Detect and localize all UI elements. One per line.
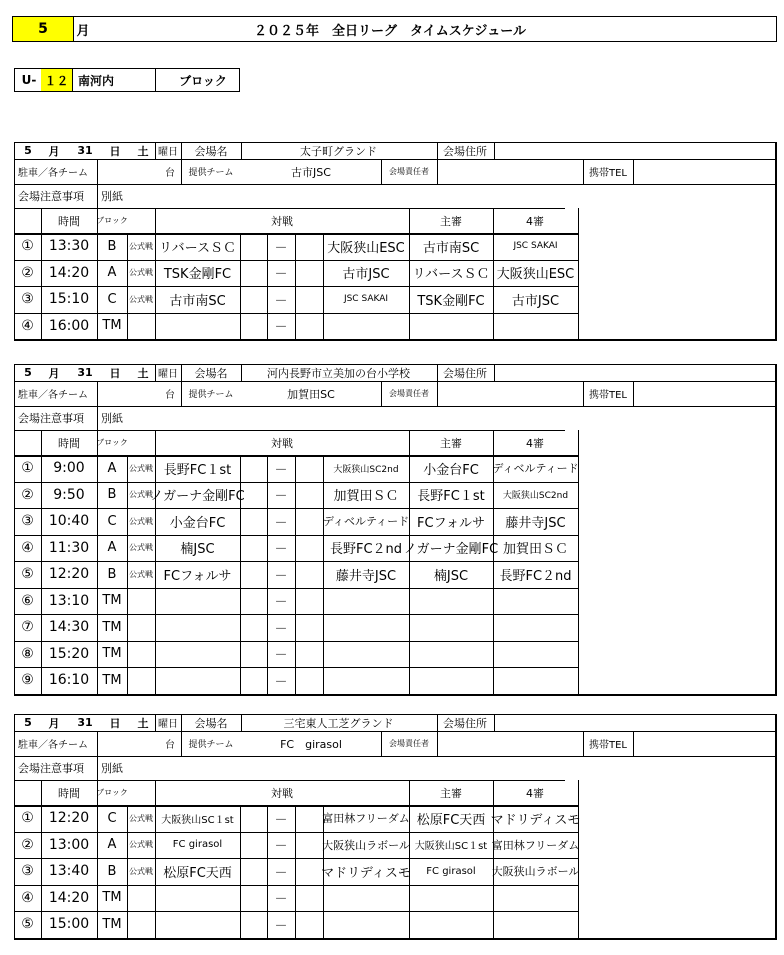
vs-dash: － [274, 595, 288, 611]
vs-dash: － [274, 892, 288, 908]
block-label: ブロック [179, 73, 227, 88]
match-type: 公式戦 [129, 241, 153, 251]
fourth-team [493, 641, 578, 668]
grid-line [41, 780, 42, 938]
grid-line [97, 159, 98, 184]
match-time: 12:20 [48, 566, 90, 583]
grid-line [127, 805, 128, 938]
vs-dash: － [274, 515, 288, 531]
grid-line [578, 780, 579, 938]
vs-dash: － [274, 839, 288, 855]
vs-dash: － [274, 674, 288, 690]
home-team: 大阪狭山SC１st [161, 814, 234, 826]
match-block: B [107, 863, 117, 879]
grid-line [14, 694, 776, 696]
date-day-label: 日 [109, 144, 121, 158]
manager-label: 会場責任者 [389, 167, 429, 176]
fourth-team [493, 885, 578, 912]
venue-address-label: 会場住所 [443, 144, 487, 158]
provider-label: 提供チーム [188, 390, 234, 400]
referee-team [409, 911, 493, 938]
grid-line [775, 364, 777, 696]
provider-team: 古市JSC [291, 165, 331, 179]
fourth-team: 大阪狭山SC2nd [502, 491, 569, 502]
time-header: 時間 [58, 786, 80, 800]
vs-dash: － [274, 621, 288, 637]
match-block: C [107, 810, 117, 826]
grid-line [41, 430, 42, 694]
home-team [155, 313, 240, 340]
day-of-week-label: 曜日 [158, 369, 178, 380]
fourth-team [493, 911, 578, 938]
match-block: TM [102, 890, 122, 906]
grid-line [323, 805, 324, 938]
vs-dash: － [274, 293, 288, 309]
grid-line [633, 159, 634, 184]
date-day-label: 日 [109, 366, 121, 380]
grid-line [437, 731, 438, 756]
match-number: ① [21, 460, 34, 477]
match-time: 15:00 [48, 916, 90, 933]
fourth-team: 大阪狭山ラボール [491, 865, 580, 879]
referee-team [409, 588, 493, 615]
notes-label: 会場注意事項 [18, 412, 84, 425]
grid-line [775, 142, 777, 341]
fourth-team: 大阪狭山ESC [496, 267, 575, 283]
away-team: 富田林フリーダム [322, 812, 410, 826]
provider-label: 提供チーム [188, 168, 234, 178]
fourth-team: 富田林フリーダム [491, 838, 580, 852]
match-type: 公式戦 [129, 294, 153, 304]
manager-label: 会場責任者 [389, 389, 429, 398]
notes-value: 別紙 [101, 762, 123, 775]
referee-team [409, 641, 493, 668]
away-team [323, 885, 409, 912]
weekday: 土 [137, 716, 149, 730]
referee-header: 主審 [440, 214, 462, 228]
vs-dash: － [274, 320, 288, 336]
match-block: A [107, 460, 117, 476]
grid-line [295, 805, 296, 938]
month-value: 5 [38, 21, 48, 37]
match-block: A [107, 540, 117, 556]
home-team [155, 588, 240, 615]
match-type: 公式戦 [129, 813, 153, 823]
grid-line [633, 731, 634, 756]
match-number: ② [21, 486, 34, 503]
block-header: ブロック [96, 788, 128, 797]
match-time: 13:00 [48, 836, 90, 853]
notes-label: 会場注意事項 [18, 190, 84, 203]
match-time: 15:10 [48, 291, 90, 308]
fourth-team: 長野FC２nd [499, 568, 572, 584]
referee-team [409, 614, 493, 641]
fourth-team: 加賀田ＳＣ [502, 542, 568, 558]
match-number: ③ [21, 291, 34, 308]
home-team: リバースＳＣ [159, 240, 236, 256]
grid-line [295, 455, 296, 694]
home-team [155, 667, 240, 694]
time-header: 時間 [58, 214, 80, 228]
vs-dash: － [274, 812, 288, 828]
match-number: ⑦ [21, 619, 34, 636]
home-team: FC girasol [172, 839, 223, 851]
fourth-header: 4審 [526, 786, 544, 800]
referee-header: 主審 [440, 436, 462, 450]
referee-team: 古市南SC [422, 240, 480, 256]
grid-line [97, 208, 98, 339]
fourth-team [493, 588, 578, 615]
referee-header: 主審 [440, 786, 462, 800]
match-block: B [107, 487, 117, 503]
grid-line [493, 780, 494, 938]
grid-line [578, 208, 579, 339]
weekday: 土 [137, 144, 149, 158]
date-month: 5 [24, 144, 32, 157]
home-team [155, 641, 240, 668]
grid-line [240, 233, 241, 339]
grid-line [775, 714, 777, 940]
venue-name: 河内長野市立美加の台小学校 [267, 366, 410, 380]
match-time: 9:00 [53, 460, 85, 477]
away-team [323, 667, 409, 694]
match-number: ① [21, 238, 34, 255]
match-block: TM [102, 619, 122, 635]
away-team: 大阪狭山ラボール [322, 838, 410, 852]
match-number: ② [21, 264, 34, 281]
venue-name-label: 会場名 [194, 366, 228, 380]
block-header: ブロック [96, 216, 128, 225]
referee-team: リバースＳＣ [412, 267, 490, 283]
match-block: TM [102, 672, 122, 688]
grid-line [41, 208, 42, 339]
vs-dash: － [274, 462, 288, 478]
provider-label: 提供チーム [188, 740, 234, 750]
u-label: U- [21, 73, 37, 87]
grid-line [493, 430, 494, 694]
referee-team: 長野FC１st [417, 489, 485, 505]
date-day: 31 [77, 716, 93, 729]
away-team: ディベルティード [322, 515, 410, 529]
grid-line [409, 780, 410, 938]
match-type: 公式戦 [129, 866, 153, 876]
match-number: ③ [21, 863, 34, 880]
referee-team: 大阪狭山SC１st [414, 841, 488, 853]
grid-line [295, 233, 296, 339]
home-team: 松原FC天西 [163, 865, 232, 881]
match-type: 公式戦 [129, 516, 153, 526]
grid-line [267, 455, 268, 694]
match-number: ④ [21, 889, 34, 906]
grid-line [409, 208, 410, 339]
fourth-header: 4審 [526, 436, 544, 450]
referee-team [409, 885, 493, 912]
fourth-team: マドリディスモ [490, 812, 581, 828]
parking-unit: 台 [165, 168, 175, 179]
referee-team [409, 667, 493, 694]
match-block: C [107, 513, 117, 529]
match-type: 公式戦 [129, 569, 153, 579]
fourth-team: ディベルティード [492, 462, 579, 476]
referee-team: FCフォルサ [417, 515, 485, 531]
home-team: FCフォルサ [163, 568, 232, 584]
match-type: 公式戦 [129, 490, 153, 500]
grid-line [578, 430, 579, 694]
match-time: 13:30 [48, 238, 90, 255]
match-time: 14:20 [48, 264, 90, 281]
grid-line [323, 455, 324, 694]
venue-name-label: 会場名 [194, 716, 228, 730]
referee-team: TSK金剛FC [417, 293, 485, 309]
grid-line [240, 455, 241, 694]
grid-line [494, 714, 495, 731]
match-number: ⑨ [21, 672, 34, 689]
grid-line [97, 430, 98, 694]
block-header: ブロック [96, 438, 128, 447]
time-header: 時間 [58, 436, 80, 450]
vs-dash: － [274, 865, 288, 881]
mobile-label: 携帯TEL [589, 168, 627, 179]
grid-line [267, 233, 268, 339]
grid-line [240, 805, 241, 938]
match-type: 公式戦 [129, 463, 153, 473]
away-team [323, 911, 409, 938]
match-number: ③ [21, 513, 34, 530]
match-type [127, 911, 155, 938]
referee-team: 楠JSC [433, 568, 469, 584]
vs-dash: － [274, 568, 288, 584]
match-time: 14:20 [48, 889, 90, 906]
referee-team: ノガーナ金剛FC [403, 542, 499, 558]
date-month: 5 [24, 716, 32, 729]
vs-dash: － [274, 918, 288, 934]
away-team: 古市JSC [342, 267, 390, 283]
grid-line [14, 339, 776, 341]
grid-line [494, 142, 495, 159]
home-team: TSK金剛FC [163, 267, 232, 283]
match-time: 16:10 [48, 672, 90, 689]
referee-team: 松原FC天西 [416, 812, 486, 828]
date-month-label: 月 [48, 144, 60, 158]
referee-team [409, 313, 493, 340]
manager-label: 会場責任者 [389, 739, 429, 748]
match-number: ⑤ [21, 566, 34, 583]
parking-label: 駐車／各チーム [18, 168, 88, 179]
match-block: TM [102, 318, 122, 334]
mobile-label: 携帯TEL [589, 740, 627, 751]
referee-team: FC girasol [426, 865, 476, 877]
home-team: 小金台FC [169, 515, 226, 531]
match-block: TM [102, 593, 122, 609]
venue-name: 三宅東人工芝グランド [283, 716, 394, 730]
provider-team: 加賀田SC [287, 387, 335, 401]
away-team: 大阪狭山ESC [327, 240, 405, 256]
date-month-label: 月 [48, 366, 60, 380]
date-month-label: 月 [48, 716, 60, 730]
grid-line [323, 233, 324, 339]
date-day: 31 [77, 144, 93, 157]
match-block: C [107, 291, 117, 307]
notes-value: 別紙 [101, 412, 123, 425]
fourth-team [493, 614, 578, 641]
fourth-team: 藤井寺JSC [505, 515, 566, 531]
match-type: 公式戦 [129, 543, 153, 553]
match-type [127, 667, 155, 694]
away-team: 長野FC２nd [329, 542, 403, 558]
referee-team: 小金台FC [423, 462, 479, 478]
venue-name: 太子町グランド [300, 144, 377, 158]
match-type: 公式戦 [129, 268, 153, 278]
grid-line [633, 381, 634, 406]
match-number: ① [21, 810, 34, 827]
fourth-team [493, 313, 578, 340]
home-team: 古市南SC [169, 293, 226, 309]
provider-team: FC girasol [280, 737, 342, 751]
match-type [127, 588, 155, 615]
away-team: マドリディスモ [321, 865, 411, 881]
vs-dash: － [274, 267, 288, 283]
match-type [127, 614, 155, 641]
match-type [127, 885, 155, 912]
match-time: 9:50 [53, 486, 85, 503]
grid-line [155, 430, 156, 694]
date-month: 5 [24, 366, 32, 379]
home-team [155, 911, 240, 938]
weekday: 土 [137, 366, 149, 380]
venue-address-label: 会場住所 [443, 366, 487, 380]
match-block: B [107, 238, 117, 254]
grid-line [437, 159, 438, 184]
match-number: ⑤ [21, 916, 34, 933]
match-type [127, 641, 155, 668]
vs-dash: － [274, 240, 288, 256]
away-team [323, 313, 409, 340]
parking-label: 駐車／各チーム [18, 390, 88, 401]
grid-line [155, 208, 156, 339]
match-time: 14:30 [48, 619, 90, 636]
grid-line [97, 731, 98, 756]
parking-label: 駐車／各チーム [18, 740, 88, 751]
away-team: 加賀田ＳＣ [333, 489, 399, 505]
fourth-header: 4審 [526, 214, 544, 228]
notes-label: 会場注意事項 [18, 762, 84, 775]
grid-line [155, 780, 156, 938]
age-value: １２ [41, 69, 72, 91]
home-team [155, 614, 240, 641]
date-day: 31 [77, 366, 93, 379]
grid-line [127, 233, 128, 339]
match-time: 15:20 [48, 645, 90, 662]
day-of-week-label: 曜日 [158, 719, 178, 730]
match-block: TM [102, 646, 122, 662]
fourth-team: JSC SAKAI [513, 241, 558, 252]
away-team: JSC SAKAI [343, 294, 389, 305]
grid-line [127, 455, 128, 694]
match-header: 対戦 [271, 436, 293, 450]
day-of-week-label: 曜日 [158, 147, 178, 158]
home-team: 楠JSC [180, 542, 215, 558]
match-time: 16:00 [48, 317, 90, 334]
match-number: ⑥ [21, 592, 34, 609]
match-type [127, 313, 155, 340]
match-time: 12:20 [48, 810, 90, 827]
fourth-team: 古市JSC [511, 293, 560, 309]
grid-line [493, 208, 494, 339]
match-header: 対戦 [271, 214, 293, 228]
home-team: ノガーナ金剛FC [150, 489, 245, 505]
grid-line [97, 381, 98, 406]
grid-line [494, 364, 495, 381]
match-time: 13:40 [48, 863, 90, 880]
vs-dash: － [274, 489, 288, 505]
vs-dash: － [274, 542, 288, 558]
away-team: 藤井寺JSC [335, 568, 397, 584]
away-team [323, 614, 409, 641]
match-block: A [107, 837, 117, 853]
fourth-team [493, 667, 578, 694]
parking-unit: 台 [165, 390, 175, 401]
match-block: A [107, 265, 117, 281]
match-type: 公式戦 [129, 840, 153, 850]
away-team [323, 588, 409, 615]
match-number: ② [21, 836, 34, 853]
home-team [155, 885, 240, 912]
match-number: ④ [21, 539, 34, 556]
venue-name-label: 会場名 [194, 144, 228, 158]
home-team: 長野FC１st [163, 462, 232, 478]
venue-address-label: 会場住所 [443, 716, 487, 730]
away-team: 大阪狭山SC2nd [333, 464, 399, 475]
grid-line [409, 430, 410, 694]
match-number: ⑧ [21, 645, 34, 662]
grid-line [14, 938, 776, 940]
match-time: 10:40 [48, 513, 90, 530]
match-block: B [107, 566, 117, 582]
grid-line [97, 780, 98, 938]
month-label: 月 [76, 23, 90, 39]
match-time: 13:10 [48, 592, 90, 609]
away-team [323, 641, 409, 668]
match-block: TM [102, 916, 122, 932]
mobile-label: 携帯TEL [589, 390, 627, 401]
parking-unit: 台 [165, 740, 175, 751]
area-name: 南河内 [78, 73, 115, 88]
vs-dash: － [274, 648, 288, 664]
match-time: 11:30 [48, 539, 90, 556]
match-number: ④ [21, 317, 34, 334]
match-header: 対戦 [271, 786, 293, 800]
date-day-label: 日 [109, 716, 121, 730]
page-title: ２０２５年 全日リーグ タイムスケジュール [254, 23, 526, 39]
notes-value: 別紙 [101, 190, 123, 203]
grid-line [437, 381, 438, 406]
grid-line [267, 805, 268, 938]
